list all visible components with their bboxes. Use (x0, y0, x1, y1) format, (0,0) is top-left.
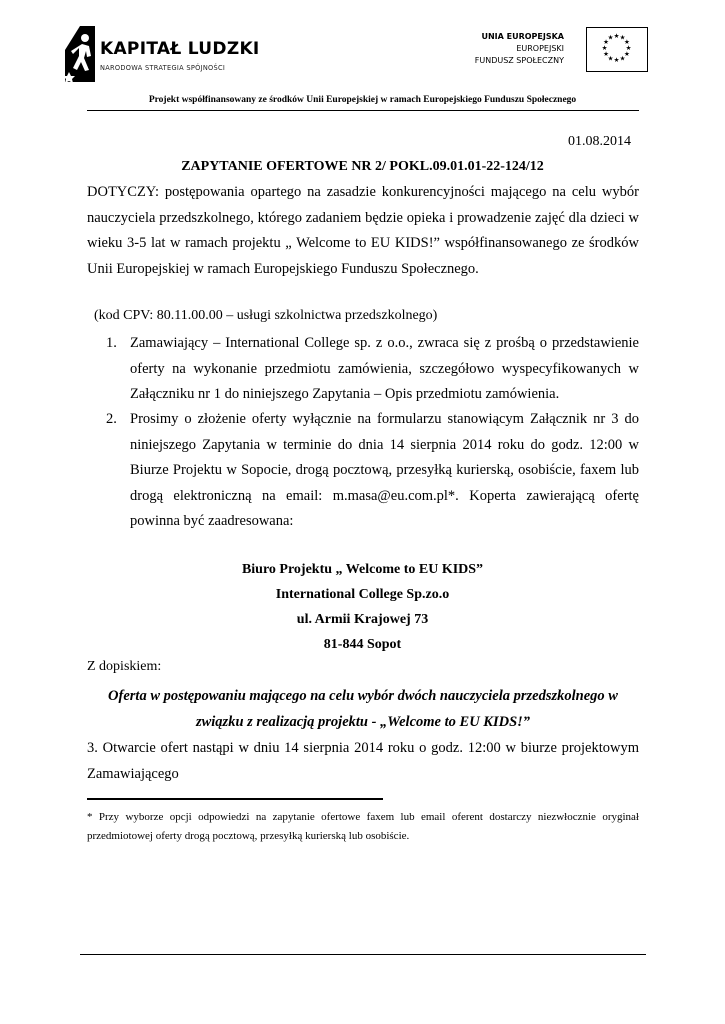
document-title: ZAPYTANIE OFERTOWE NR 2/ POKL.09.01.01-22-124/12 (181, 159, 544, 174)
point-3-paragraph: 3. Otwarcie ofert nastąpi w dniu 14 sierpnia 2014 roku o godz. 12:00 w biurze projektowym Zamawiającego (87, 740, 639, 782)
eu-line-2: EUROPEJSKI (516, 44, 564, 53)
svg-text:★: ★ (619, 54, 626, 63)
footnote-divider (87, 798, 383, 800)
svg-text:★: ★ (603, 38, 610, 46)
list-item (106, 407, 639, 535)
footnote: * Przy wyborze opcji odpowiedzi na zapytanie ofertowe faxem lub email oferent dostarczy niezwłocznie oryginał przedmiotowej oferty drogą pocztową, przesyłką kurierską lub osobiście. (87, 811, 639, 842)
footer-divider (80, 954, 646, 955)
header-divider (87, 110, 639, 111)
svg-text:★: ★ (601, 44, 608, 52)
address-line: ul. Armii Krajowej 73 (296, 612, 429, 627)
svg-text:★: ★ (607, 54, 614, 63)
list-item-text: Prosimy o złożenie oferty wyłącznie na formularzu stanowiącym Załącznik nr 3 do niniejszego Zapytania w terminie do dnia 14 sierpnia 2014 roku do godz. 12:00 w Biurze Projektu w Sopocie, drogą pocztową, przesyłką kurierską, osobiście, faxem lub drogą elektroniczną na email: m.masa@eu.com.pl*. Koperta zawierającą ofertę powinna być zaadresowana: (130, 411, 639, 529)
svg-text:★: ★ (603, 50, 610, 58)
cofinancing-note: Projekt współfinansowany ze środków Unii Europejskiej w ramach Europejskiego Funduszu Społecznego (148, 95, 577, 105)
address-line: International College Sp.zo.o (275, 587, 450, 602)
kapital-ludzki-name: KAPITAŁ LUDZKI (100, 39, 260, 59)
kapital-ludzki-logo (63, 24, 260, 90)
subject-paragraph: DOTYCZY: postępowania opartego na zasadzie konkurencyjności mającego na celu wybór nauczyciela przedszkolnego, którego zadaniem będzie opieka i prowadzenie zajęć dla dzieci w wieku 3-5 lat w ramach projektu „ Welcome to EU KIDS!” współfinansowanego ze środków Unii Europejskiej w ramach Europejskiego Funduszu Społecznego. (87, 184, 639, 277)
list-item-number: 1. (106, 335, 117, 351)
svg-text:★: ★ (625, 44, 632, 52)
eu-line-1: UNIA EUROPEJSKA (481, 32, 564, 41)
svg-text:★: ★ (607, 33, 614, 42)
eu-flag-icon (586, 27, 648, 72)
svg-text:★: ★ (619, 33, 626, 42)
kapital-ludzki-subtitle: NARODOWA STRATEGIA SPÓJNOŚCI (100, 64, 226, 72)
list-item (106, 331, 639, 408)
eu-fund-logo (456, 27, 648, 74)
offer-annotation: Oferta w postępowaniu mającego na celu wybór dwóch nauczyciela przedszkolnego w związku z realizacją projektu - „Welcome to EU KIDS!” (108, 688, 618, 730)
z-dopiskiem-label: Z dopiskiem: (87, 659, 162, 674)
svg-text:★: ★ (623, 50, 630, 58)
kapital-ludzki-emblem-icon (63, 24, 97, 84)
eu-line-3: FUNDUSZ SPOŁECZNY (474, 56, 564, 65)
svg-text:★: ★ (613, 32, 620, 40)
list-item-number: 2. (106, 411, 117, 427)
address-line: Biuro Projektu „ Welcome to EU KIDS” (241, 562, 484, 577)
cpv-code: (kod CPV: 80.11.00.00 – usługi szkolnictwa przedszkolnego) (94, 308, 438, 323)
address-line: 81-844 Sopot (323, 637, 402, 652)
svg-text:★: ★ (623, 38, 630, 46)
eu-fund-text (475, 31, 564, 67)
document-date: 01.08.2014 (568, 134, 631, 149)
list-item-text: Zamawiający – International College sp. z o.o., zwraca się z prośbą o przedstawienie oferty na wykonanie przedmiotu zamówienia, szczegółowo wyspecyfikowanych w Załączniku nr 1 do niniejszego Zapytania – Opis przedmiotu zamówienia. (130, 335, 639, 402)
svg-text:★: ★ (613, 56, 620, 64)
